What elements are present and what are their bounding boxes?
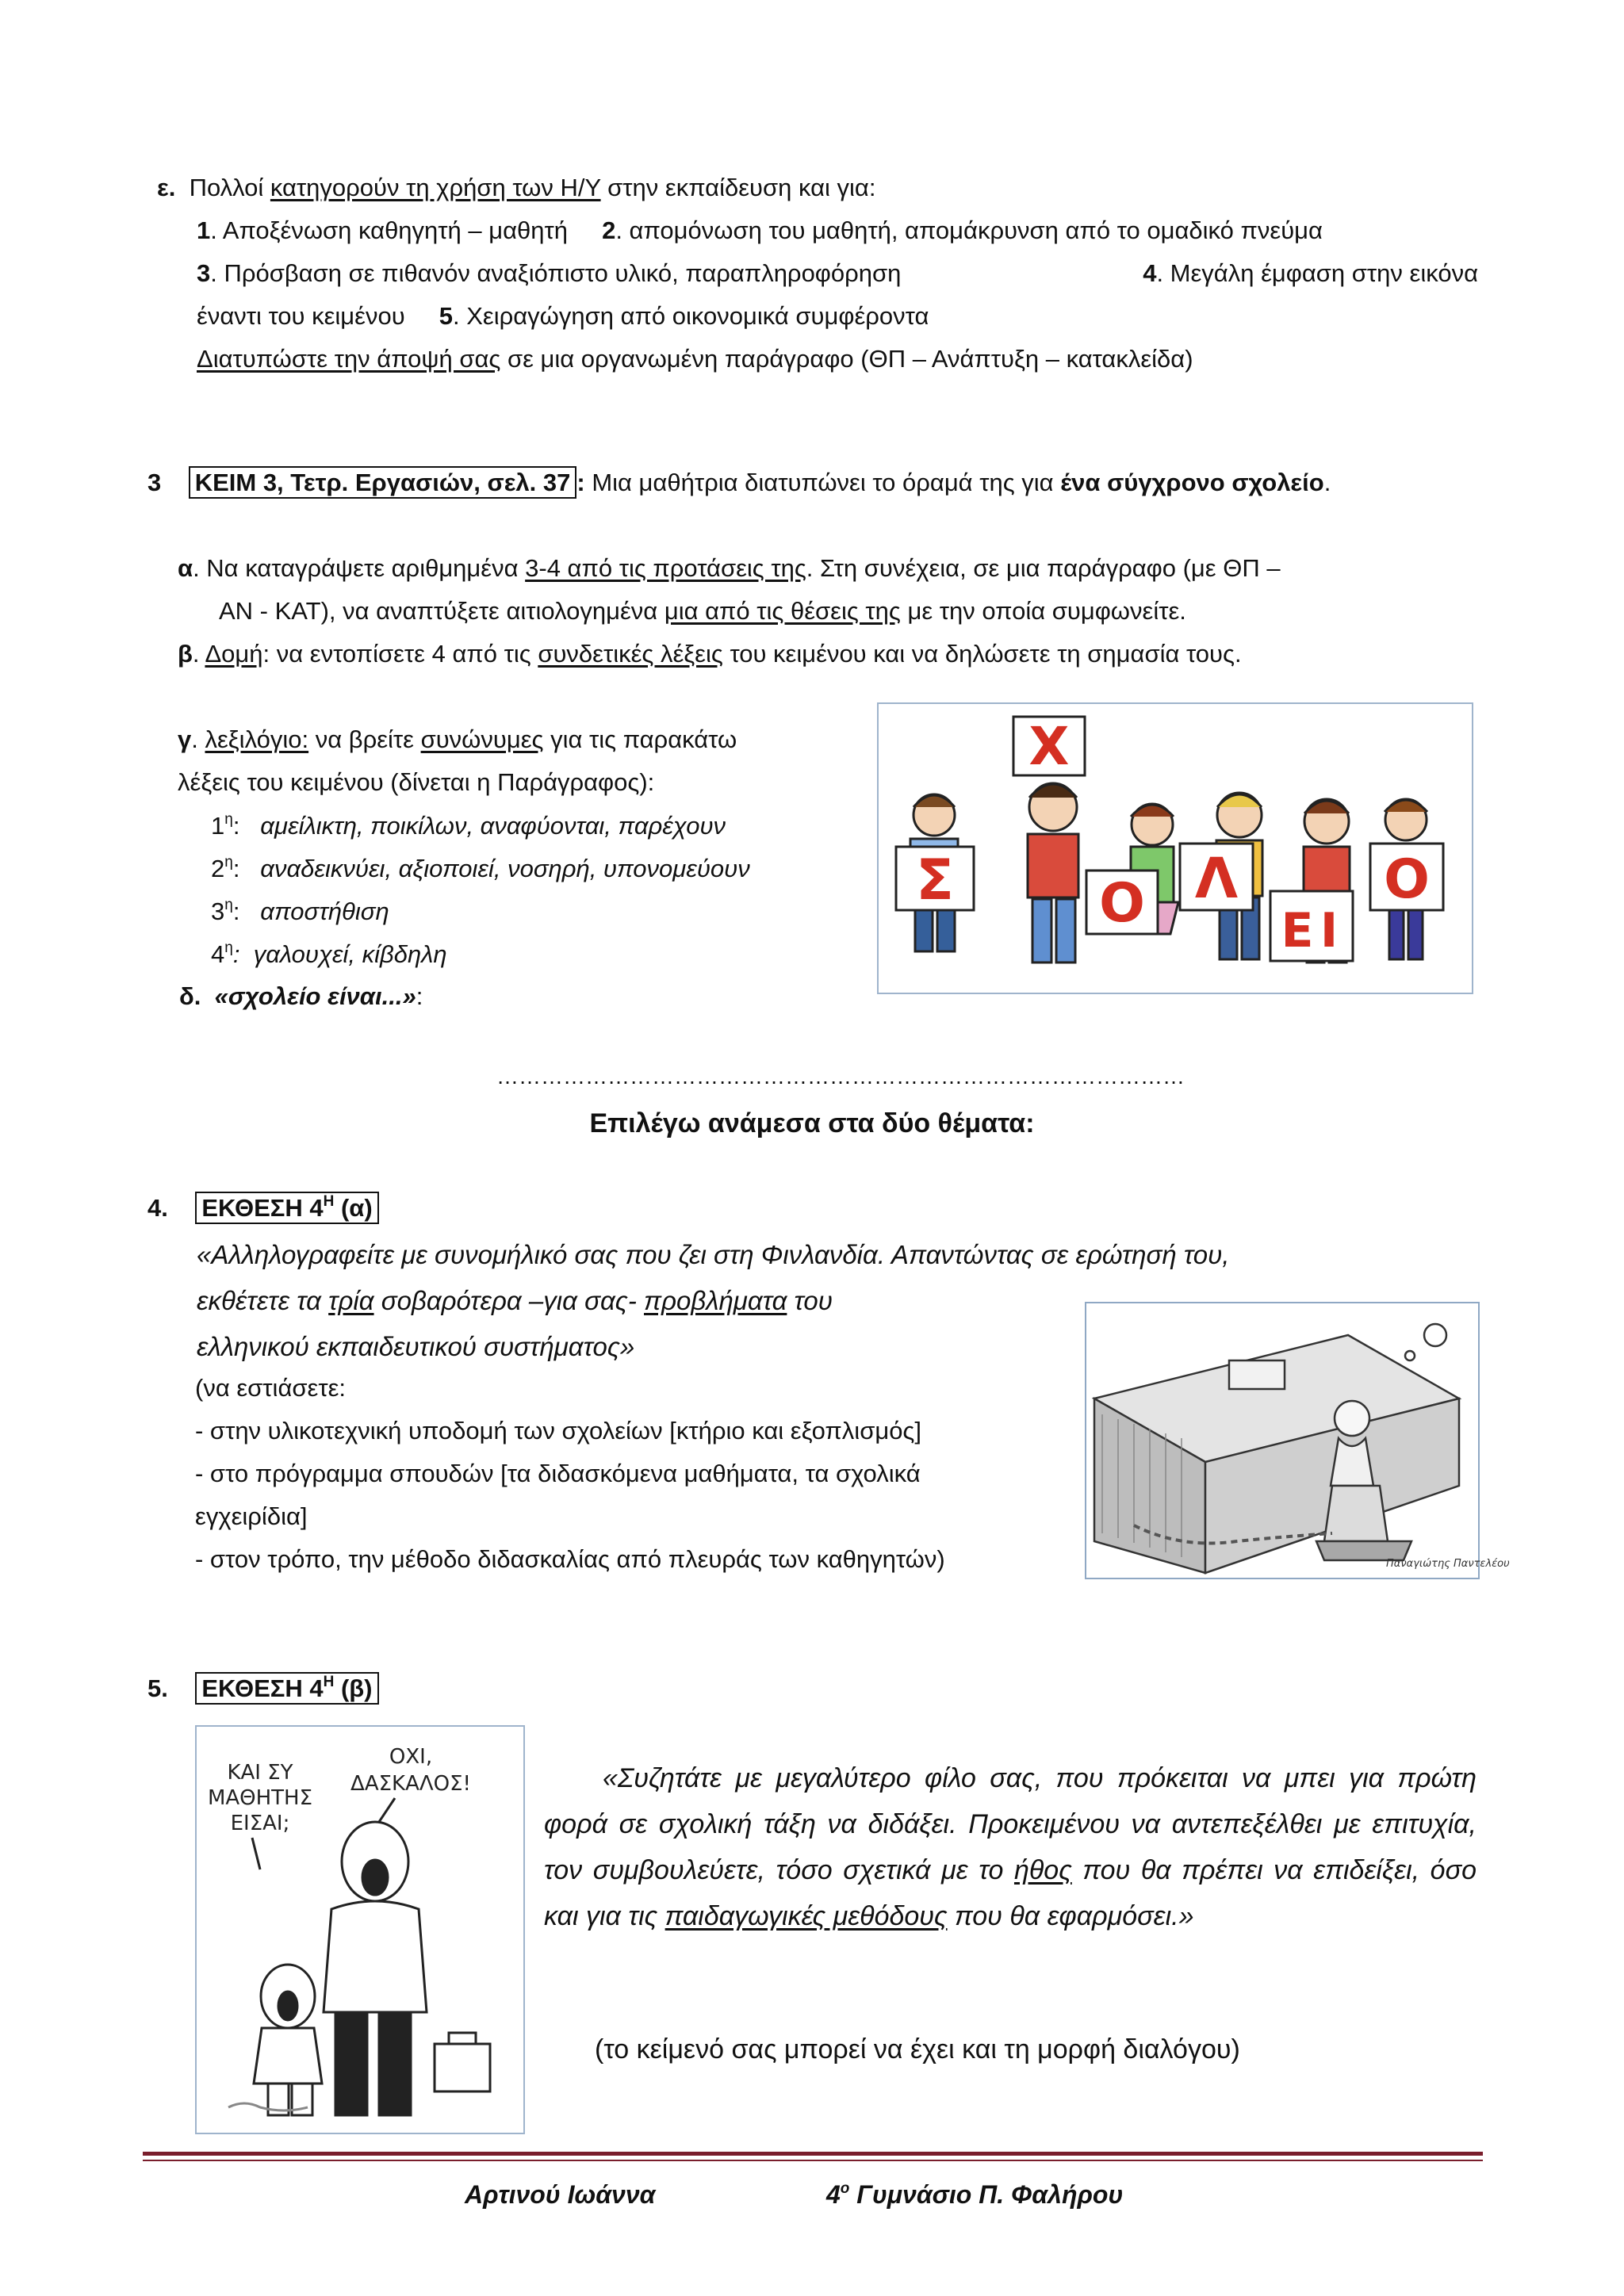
- q3-a2: ΑΝ - ΚΑΤ), να αναπτύξετε αιτιολογημένα: [219, 597, 665, 625]
- q5-p-c: που θα εφαρμόσει.»: [947, 1901, 1194, 1931]
- q-eps-intro-end: στην εκπαίδευση και για:: [600, 174, 876, 201]
- dotted-separator: …………………………………………………………………………………: [496, 1064, 1185, 1089]
- letter-s: Σ: [916, 848, 954, 913]
- q5-title-end: (β): [334, 1674, 373, 1702]
- bubble-right-line2: ΔΑΣΚΑΛΟΣ!: [350, 1772, 471, 1796]
- q3-a2-underlined: μια από τις θέσεις της: [664, 597, 901, 625]
- q4-title-end: (α): [334, 1194, 373, 1222]
- q5-title-sup: Η: [323, 1674, 335, 1690]
- vocab-words: αμείλικτη, ποικίλων, αναφύονται, παρέχουν: [260, 812, 726, 840]
- q-eps-n1: 1: [197, 216, 211, 244]
- q3-g1-underlined: λεξιλόγιο:: [205, 725, 309, 753]
- q-eps-task-rest: σε μια οργανωμένη παράγραφο (ΘΠ – Ανάπτυξη – κατακλείδα): [500, 345, 1193, 373]
- q3-b1-underlined: Δομή: [205, 640, 263, 668]
- bubble-right-line1: ΟΧΙ,: [389, 1745, 433, 1769]
- vocab-sup: η: [224, 897, 233, 913]
- q3-a-line1: [178, 553, 1281, 584]
- q-eps-intro-underlined: κατηγορούν τη χρήση των Η/Υ: [270, 174, 601, 201]
- vocab-item: [211, 896, 389, 928]
- q3-g-marker: γ: [178, 725, 192, 753]
- q5-p-a: «Συζητάτε με μεγαλύτερο φίλο σας, που πρόκειται να μπει για πρώτη φορά σε σχολική τάξη να διδάξει. Προκειμένου να αντεπεξέλθει με επιτυχία, τον συμβουλεύετε, τόσο σχετικά με το: [544, 1763, 1477, 1885]
- footer-school-rest: Γυμνάσιο Π. Φαλήρου: [849, 2180, 1124, 2209]
- q4-title: ΕΚΘΕΣΗ 4: [201, 1194, 324, 1222]
- q-eps-t4: . Μεγάλη έμφαση στην εικόνα: [1156, 259, 1478, 287]
- q4-line3: ελληνικού εκπαιδευτικού συστήματος»: [197, 1332, 635, 1361]
- q-eps-t5: . Χειραγώγηση από οικονομικά συμφέροντα: [453, 302, 929, 330]
- q3-b1: .: [192, 640, 205, 668]
- q3-reference-box: ΚΕΙΜ 3, Τετρ. Εργασιών, σελ. 37: [189, 466, 577, 499]
- vocab-sup: η: [224, 854, 233, 871]
- vocab-words: αναδεικνύει, αξιοποιεί, νοσηρή, υπονομεύουν: [260, 855, 750, 882]
- q-eps-line4: [197, 301, 929, 332]
- letter-e: Ε: [1281, 903, 1314, 959]
- footer-author: Αρτινού Ιωάννα: [465, 2180, 656, 2209]
- q3-g1: .: [191, 725, 205, 753]
- vocab-colon: :: [232, 855, 240, 882]
- q5-title: ΕΚΘΕΣΗ 4: [201, 1674, 324, 1702]
- q3-b1-underlined2: συνδετικές λέξεις: [538, 640, 723, 668]
- vocab-words: αποστήθιση: [260, 897, 389, 925]
- q-eps-t3: . Πρόσβαση σε πιθανόν αναξιόπιστο υλικό, παραπληροφόρηση: [210, 259, 902, 287]
- cartoon-svg: [197, 1727, 523, 2133]
- q-eps-n3: 3: [197, 259, 211, 287]
- footer-school-sup: ο: [840, 2180, 850, 2197]
- q-eps-n4: 4: [1143, 259, 1157, 287]
- q3-d-text: «σχολείο είναι...»: [214, 982, 416, 1010]
- q5-p-b: που θα πρέπει να επιδείξει, όσο και για τις: [544, 1855, 1477, 1931]
- q4-line6: - στο πρόγραμμα σπουδών [τα διδασκόμενα μαθήματα, τα σχολικά: [195, 1460, 921, 1487]
- q5-p-underlined1: ήθος: [1013, 1855, 1072, 1885]
- q4-line1: «Αλληλογραφείτε με συνομήλικό σας που ζει στη Φινλανδία. Απαντώντας σε ερώτησή του,: [197, 1240, 1230, 1269]
- q3-b1-end: του κειμένου και να δηλώσετε τη σημασία τους.: [722, 640, 1242, 668]
- q4-l2c: του: [787, 1286, 833, 1315]
- q3-d-colon: :: [416, 982, 423, 1010]
- vocab-sup: η: [224, 811, 233, 828]
- q-eps-line1: [157, 173, 875, 204]
- vocab-item: [211, 853, 750, 885]
- q-eps-task: [197, 344, 1193, 375]
- footer-rule-thin: [143, 2160, 1483, 2161]
- q4-line7: εγχειρίδια]: [195, 1502, 308, 1530]
- q5-paragraph: [544, 1755, 1477, 1939]
- choose-heading: Επιλέγω ανάμεσα στα δύο θέματα:: [589, 1108, 1035, 1138]
- drawing-signature: Παναγιώτης Παντελέου: [1386, 1558, 1510, 1570]
- q3-g-line2: [178, 767, 654, 798]
- q3-a-marker: α: [178, 554, 193, 582]
- q4-l2-underlined: τρία: [328, 1286, 374, 1315]
- q3-d-marker: δ.: [179, 982, 201, 1010]
- footer-school-num: 4: [826, 2180, 841, 2209]
- q5-note: (το κείμενό σας μπορεί να έχει και τη μορφή διαλόγου): [595, 2034, 1240, 2064]
- bubble-left-line2: ΜΑΘΗΤΗΣ: [207, 1786, 313, 1810]
- vocab-colon: :: [232, 940, 240, 968]
- teacher-student-cartoon: [195, 1725, 525, 2134]
- q-eps-t4b: έναντι του κειμένου: [197, 302, 405, 330]
- q3-b-line: [178, 639, 1242, 670]
- q5-number: 5.: [147, 1674, 168, 1702]
- q3-a2-end: με την οποία συμφωνείτε.: [900, 597, 1186, 625]
- letter-o1: Ο: [1099, 872, 1145, 935]
- q-eps-line2: [197, 216, 1323, 247]
- q3-header: [147, 468, 1331, 499]
- footer-school: [826, 2179, 1123, 2210]
- q3-b1-mid: : να εντοπίσετε 4 από τις: [262, 640, 538, 668]
- q3-a1-underlined: 3-4 από τις προτάσεις της: [525, 554, 806, 582]
- letter-i: Ι: [1320, 903, 1339, 959]
- q3-intro: Μια μαθήτρια διατυπώνει το όραμά της για: [584, 469, 1061, 496]
- vocab-num: 1: [211, 812, 225, 840]
- q-eps-t2: . απομόνωση του μαθητή, απομάκρυνση από το ομαδικό πνεύμα: [615, 216, 1323, 244]
- q4-header: [147, 1192, 379, 1224]
- q-eps-intro: Πολλοί: [189, 174, 270, 201]
- q4-title-sup: Η: [323, 1193, 335, 1210]
- q3-g1-underlined2: συνώνυμες: [420, 725, 544, 753]
- q3-b-marker: β: [178, 640, 193, 668]
- q-eps-line3: [197, 258, 1478, 289]
- q4-title-box: [195, 1192, 378, 1224]
- school-children-illustration: [877, 702, 1473, 994]
- q3-a-line2: [219, 596, 1186, 627]
- vocab-num: 3: [211, 897, 225, 925]
- q3-intro-end: .: [1323, 469, 1331, 496]
- q4-l2b: σοβαρότερα –για σας-: [373, 1286, 645, 1315]
- q4-l2-underlined2: προβλήματα: [644, 1286, 787, 1315]
- q4-line2: [197, 1284, 833, 1317]
- q4-line4: (να εστιάσετε:: [195, 1374, 346, 1402]
- q3-g1-mid: να βρείτε: [308, 725, 421, 753]
- vocab-colon: :: [232, 812, 240, 840]
- letter-l: Λ: [1194, 846, 1239, 911]
- q4-line5: - στην υλικοτεχνική υποδομή των σχολείων [κτήριο και εξοπλισμός]: [195, 1417, 921, 1445]
- vocab-words: γαλουχεί, κίβδηλη: [253, 940, 447, 968]
- q3-colon: :: [576, 469, 585, 496]
- vocab-item: [211, 939, 447, 970]
- bubble-left-line3: ΕΙΣΑΙ;: [230, 1812, 290, 1835]
- q5-p-underlined2: παιδαγωγικές μεθόδους: [665, 1901, 948, 1931]
- q4-number: 4.: [147, 1194, 168, 1222]
- q3-d-line: [179, 982, 423, 1012]
- footer-rule-thick: [143, 2152, 1483, 2156]
- q-eps-t1: . Αποξένωση καθηγητή – μαθητή: [210, 216, 568, 244]
- bubble-left-line1: ΚΑΙ ΣΥ: [227, 1761, 293, 1785]
- q4-l2a: εκθέτετε τα: [197, 1286, 329, 1315]
- vocab-item: [211, 810, 726, 842]
- book-chain-svg: [1086, 1303, 1510, 1578]
- q4-line8: - στον τρόπο, την μέθοδο διδασκαλίας από πλευράς των καθηγητών): [195, 1545, 945, 1573]
- q3-a1: . Να καταγράψετε αριθμημένα: [193, 554, 526, 582]
- book-chain-drawing: [1085, 1302, 1510, 1579]
- q-eps-marker: ε.: [157, 174, 176, 201]
- q5-header: [147, 1673, 379, 1705]
- vocab-num: 2: [211, 855, 225, 882]
- q-eps-task-underlined: Διατυπώστε την άποψή σας: [197, 345, 501, 373]
- letter-x: Χ: [1028, 716, 1070, 777]
- q-eps-n2: 2: [602, 216, 616, 244]
- q3-intro-bold: ένα σύγχρονο σχολείο: [1060, 469, 1324, 496]
- q3-g1-end: για τις παρακάτω: [543, 725, 737, 753]
- q3-g2: λέξεις του κειμένου (δίνεται η Παράγραφος):: [178, 768, 655, 796]
- school-children-svg: [879, 704, 1472, 993]
- letter-o2: Ο: [1384, 848, 1430, 911]
- q-eps-n5: 5: [439, 302, 454, 330]
- q5-title-box: [195, 1672, 378, 1705]
- vocab-sup: η: [224, 939, 233, 956]
- q3-number: 3: [147, 469, 162, 496]
- q3-a1-end: . Στη συνέχεια, σε μια παράγραφο (με ΘΠ –: [806, 554, 1281, 582]
- vocab-colon: :: [232, 897, 240, 925]
- q3-g-line1: [178, 725, 737, 756]
- vocab-num: 4: [211, 940, 225, 968]
